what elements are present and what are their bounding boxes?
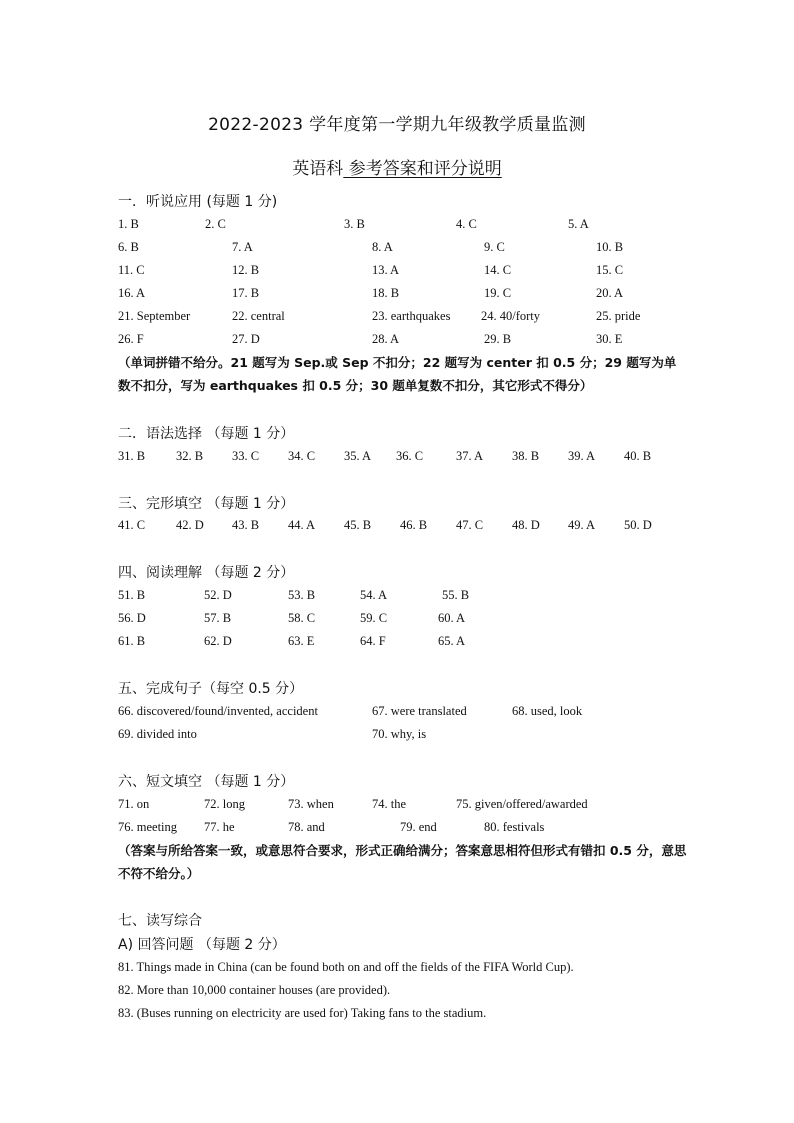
answer: 22. central xyxy=(232,309,285,323)
answer: 5. A xyxy=(568,217,589,231)
answer: 77. he xyxy=(204,820,235,834)
answer: 62. D xyxy=(204,634,232,648)
answer: 16. A xyxy=(118,286,146,300)
answer: 63. E xyxy=(288,634,315,648)
answer: 46. B xyxy=(400,518,428,532)
answer: 43. B xyxy=(232,518,260,532)
page-title: 2022-2023 学年度第一学期九年级教学质量监测 xyxy=(208,115,586,135)
answer: 28. A xyxy=(372,332,400,346)
answer: 26. F xyxy=(118,332,144,346)
answer: 78. and xyxy=(288,820,325,834)
answer: 45. B xyxy=(344,518,372,532)
answer: 2. C xyxy=(205,217,226,231)
answer: 10. B xyxy=(596,240,624,254)
answer: 32. B xyxy=(176,449,204,463)
answer: 19. C xyxy=(484,286,512,300)
scoring-note: （单词拼错不给分。21 题写为 Sep.或 Sep 不扣分；22 题写为 center 扣 0.5 分；29 题写为单数不扣分，写为 earthquakes 扣 0.5 分；30 题单复数不扣分，其它形式不得分） xyxy=(118,355,677,393)
answer: 7. A xyxy=(232,240,253,254)
section-heading: 一．听说应用 (每题 1 分) xyxy=(118,194,278,210)
answer: 24. 40/forty xyxy=(481,309,541,323)
answer: 75. given/offered/awarded xyxy=(456,797,588,811)
answer: 13. A xyxy=(372,263,400,277)
answer: 12. B xyxy=(232,263,260,277)
answer: 65. A xyxy=(438,634,466,648)
answer: 40. B xyxy=(624,449,652,463)
section-heading: 四、阅读理解 （每题 2 分） xyxy=(118,565,295,581)
section-heading: 二．语法选择 （每题 1 分） xyxy=(118,426,295,442)
answer: 38. B xyxy=(512,449,540,463)
answer: 79. end xyxy=(400,820,437,834)
answer: 21. September xyxy=(118,309,191,323)
answer: 59. C xyxy=(360,611,388,625)
answer-line: 83. (Buses running on electricity are used for) Taking fans to the stadium. xyxy=(118,1006,487,1020)
answer: 23. earthquakes xyxy=(372,309,451,323)
answer: 30. E xyxy=(596,332,623,346)
answer: 57. B xyxy=(204,611,232,625)
answer: 47. C xyxy=(456,518,484,532)
answer: 53. B xyxy=(288,588,316,602)
answer: 42. D xyxy=(176,518,204,532)
answer: 69. divided into xyxy=(118,727,197,741)
answer: 51. B xyxy=(118,588,146,602)
answer-line: 81. Things made in China (can be found both on and off the fields of the FIFA World Cup). xyxy=(118,960,574,974)
answer: 54. A xyxy=(360,588,388,602)
answer: 14. C xyxy=(484,263,512,277)
answer: 33. C xyxy=(232,449,260,463)
answer: 55. B xyxy=(442,588,470,602)
answer-line: 82. More than 10,000 container houses (are provided). xyxy=(118,983,391,997)
answer: 31. B xyxy=(118,449,146,463)
answer: 4. C xyxy=(456,217,477,231)
answer: 44. A xyxy=(288,518,316,532)
answer: 35. A xyxy=(344,449,372,463)
section-heading: 三、完形填空 （每题 1 分） xyxy=(118,496,295,512)
answer: 61. B xyxy=(118,634,146,648)
answer: 60. A xyxy=(438,611,466,625)
answer: 68. used, look xyxy=(512,704,583,718)
answer: 6. B xyxy=(118,240,139,254)
answer: 17. B xyxy=(232,286,260,300)
answer: 20. A xyxy=(596,286,624,300)
answer: 1. B xyxy=(118,217,139,231)
answer: 56. D xyxy=(118,611,146,625)
section-heading: 七、读写综合 xyxy=(118,913,202,929)
answer-key-label: 参考答案和评分说明 xyxy=(343,159,502,179)
answer: 49. A xyxy=(568,518,596,532)
answer: 52. D xyxy=(204,588,232,602)
answer: 15. C xyxy=(596,263,624,277)
section-heading: 五、完成句子（每空 0.5 分） xyxy=(118,681,304,697)
answer: 74. the xyxy=(372,797,407,811)
scoring-note: （答案与所给答案一致，或意思符合要求，形式正确给满分；答案意思相符但形式有错扣 0.5 分，意思不符不给分。） xyxy=(118,843,687,881)
answer: 50. D xyxy=(624,518,652,532)
subsection-heading: A) 回答问题 （每题 2 分） xyxy=(118,937,286,953)
answer: 18. B xyxy=(372,286,400,300)
answer: 11. C xyxy=(118,263,145,277)
answer: 48. D xyxy=(512,518,540,532)
answer: 27. D xyxy=(232,332,260,346)
answer: 67. were translated xyxy=(372,704,467,718)
subject-label: 英语科 xyxy=(292,159,344,179)
answer: 64. F xyxy=(360,634,386,648)
answer: 76. meeting xyxy=(118,820,178,834)
answer: 66. discovered/found/invented, accident xyxy=(118,704,318,718)
answer: 9. C xyxy=(484,240,505,254)
answer: 70. why, is xyxy=(372,727,427,741)
answer: 25. pride xyxy=(596,309,641,323)
page-subtitle xyxy=(0,154,794,179)
answer: 36. C xyxy=(396,449,424,463)
section-heading: 六、短文填空 （每题 1 分） xyxy=(118,774,295,790)
answer: 41. C xyxy=(118,518,146,532)
answer: 72. long xyxy=(204,797,245,811)
answer: 73. when xyxy=(288,797,334,811)
answer: 58. C xyxy=(288,611,316,625)
answer: 80. festivals xyxy=(484,820,545,834)
answer: 29. B xyxy=(484,332,512,346)
answer: 39. A xyxy=(568,449,596,463)
answer: 37. A xyxy=(456,449,484,463)
answer: 3. B xyxy=(344,217,365,231)
answer: 71. on xyxy=(118,797,150,811)
answer: 8. A xyxy=(372,240,393,254)
answer: 34. C xyxy=(288,449,316,463)
